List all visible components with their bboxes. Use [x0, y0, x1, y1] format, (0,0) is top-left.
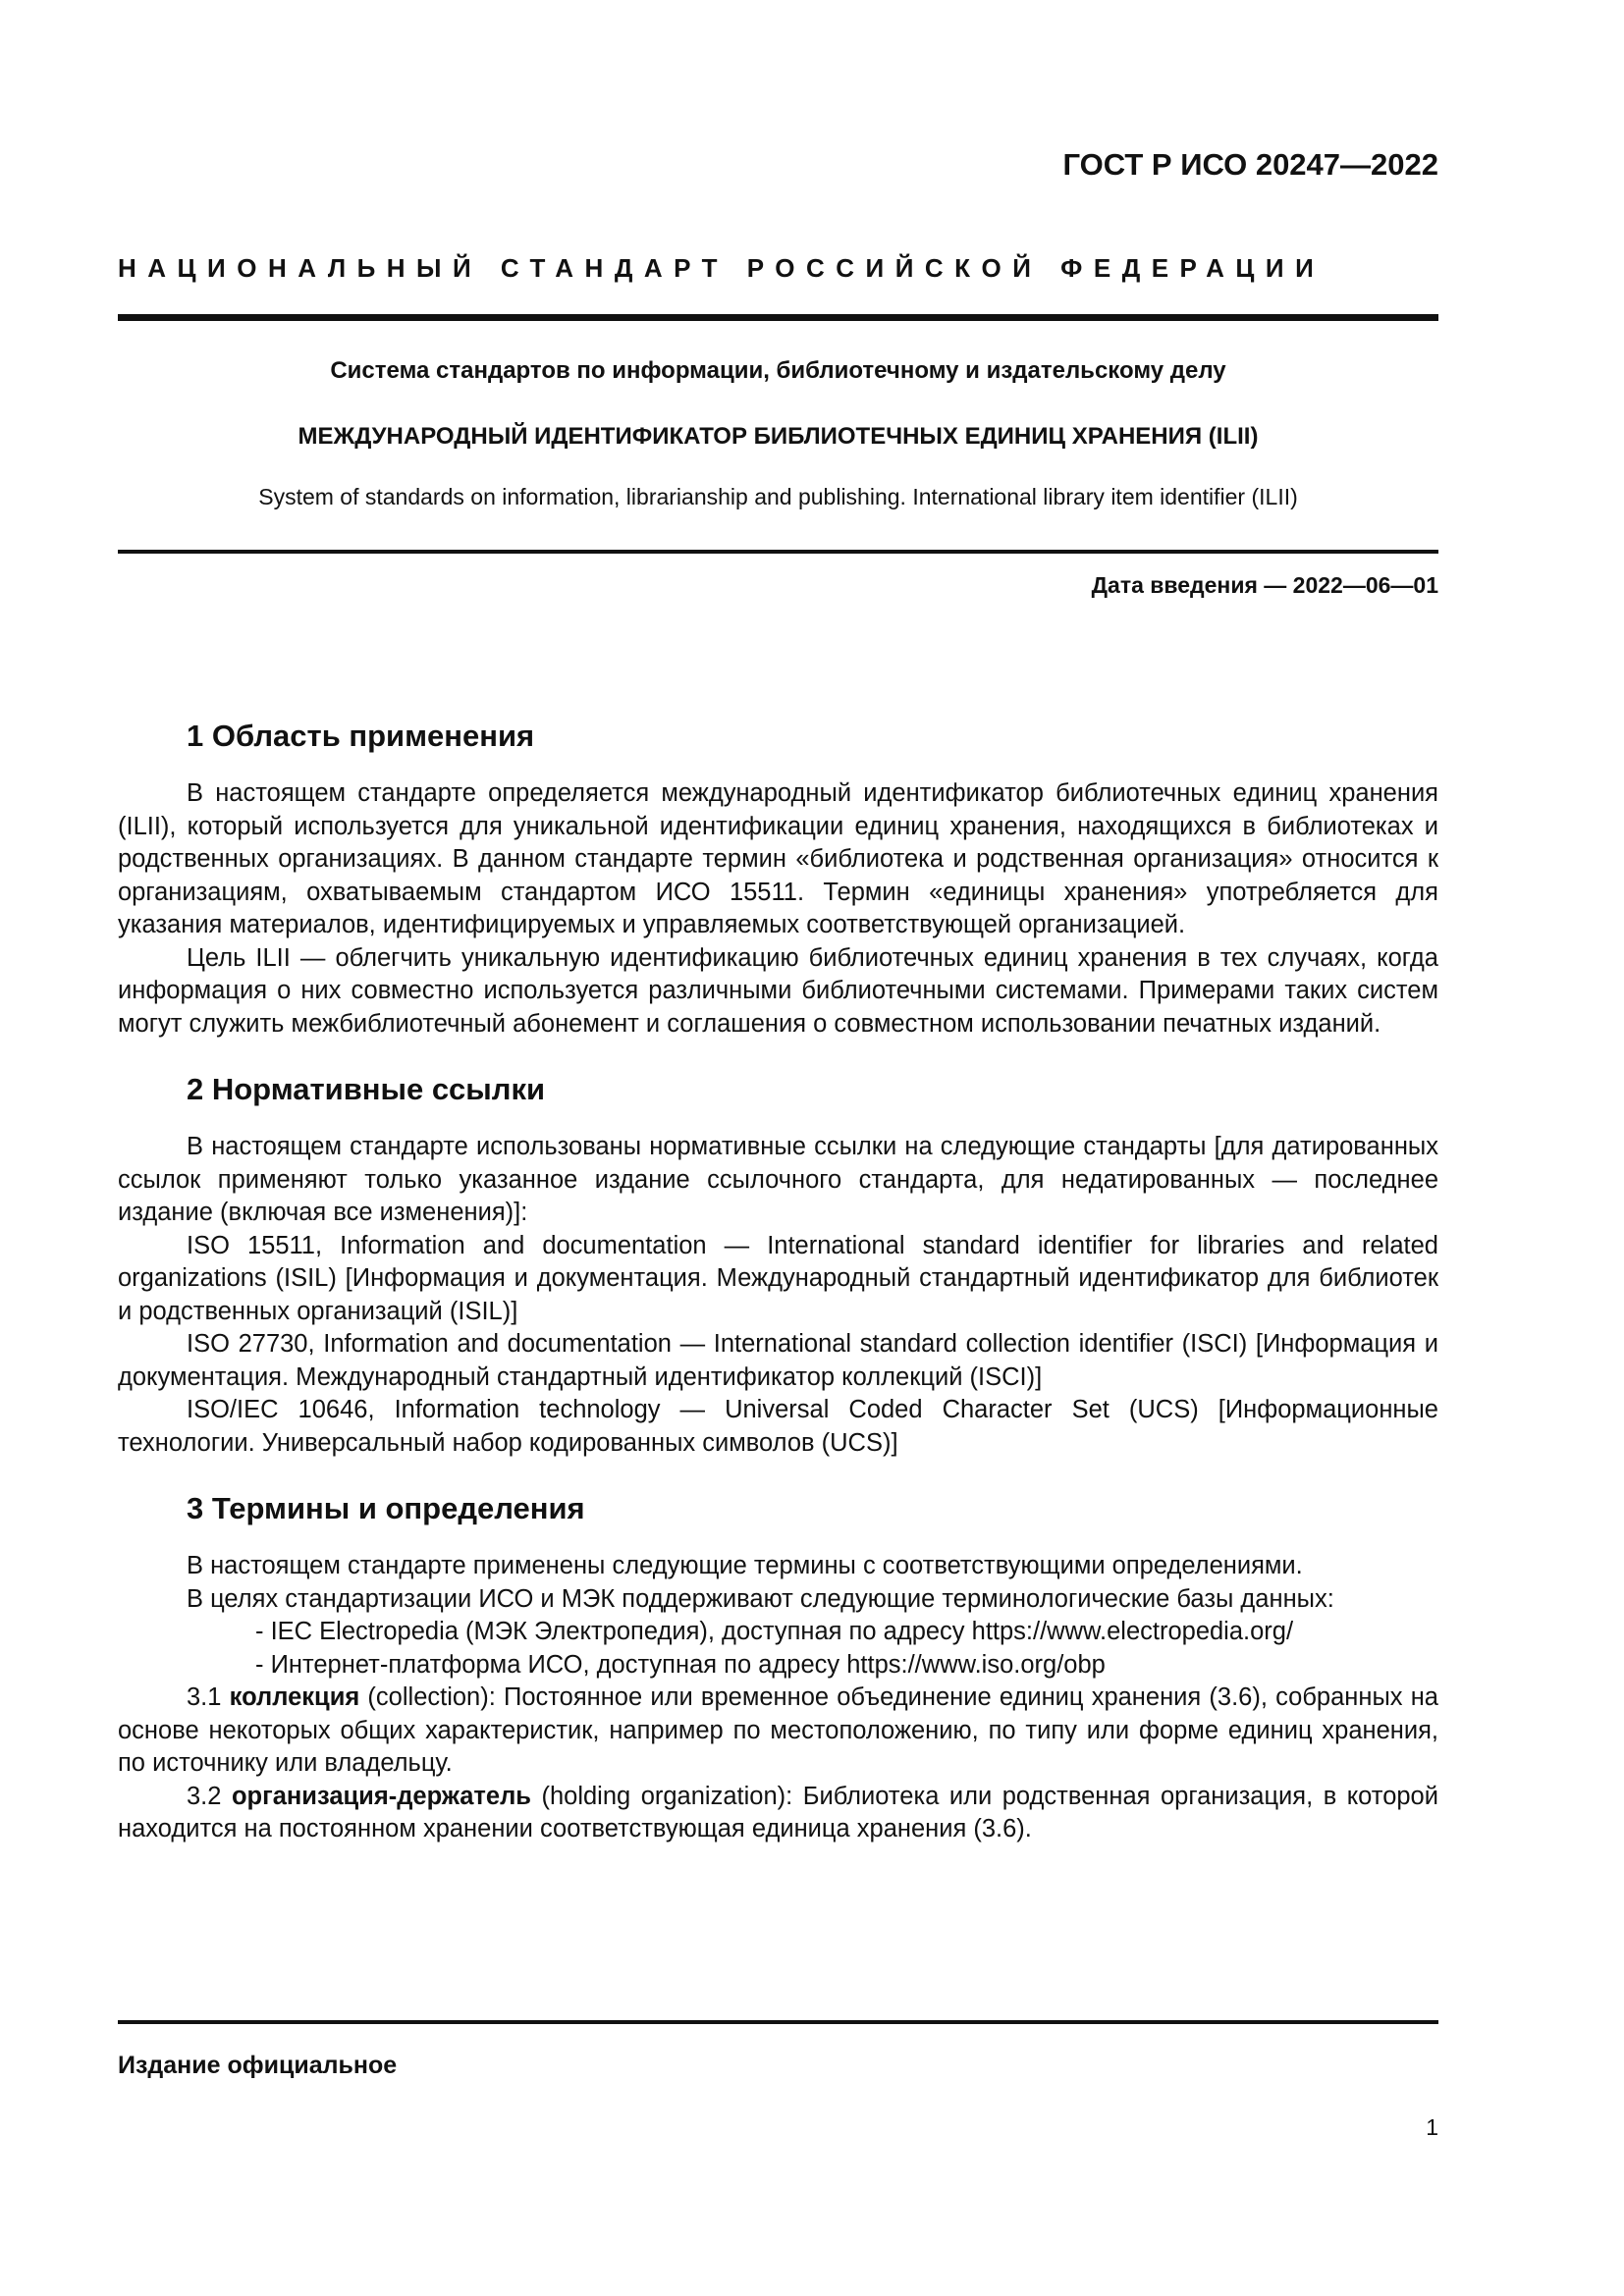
term-text: (collection): Постоянное или временное объединение единиц хранения (3.6), собранных на основе некоторых общих характеристик, например по местоположению, по типу или форме единиц хранения, по источнику или владельцу.	[118, 1683, 1438, 1777]
introduction-date: Дата введения — 2022—06—01	[1091, 572, 1438, 598]
term-definition	[118, 1682, 1438, 1781]
reference-item: ISO 15511, Information and documentation — International standard identifier for libraries and related organizations (ISIL) [Информация и документация. Международный стандартный идентификатор для библиотек и родственных организаций (ISIL)]	[118, 1231, 1438, 1325]
database-item: - IEC Electropedia (МЭК Электропедия), доступная по адресу https://www.electropedia.org/	[255, 1618, 1294, 1645]
term-definition	[118, 1781, 1438, 1846]
standards-series: Система стандартов по информации, библиотечному и издательскому делу	[330, 357, 1226, 384]
document-body	[118, 717, 1438, 1846]
term-name: организация-держатель	[231, 1782, 531, 1810]
paragraph: В настоящем стандарте применены следующие термины с соответствующими определениями.	[187, 1552, 1303, 1579]
page-number: 1	[1426, 2114, 1438, 2140]
term-text: (holding organization): Библиотека или родственная организация, в которой находится на постоянном хранении соответствующая единица хранения (3.6).	[118, 1782, 1438, 1842]
section-heading: 2 Нормативные ссылки	[187, 1072, 546, 1106]
document-title: МЕЖДУНАРОДНЫЙ ИДЕНТИФИКАТОР БИБЛИОТЕЧНЫХ ЕДИНИЦ ХРАНЕНИЯ (ILII)	[298, 423, 1259, 450]
term-number: 3.2	[187, 1782, 232, 1810]
section-heading: 1 Область применения	[187, 719, 535, 753]
official-edition-label: Издание официальное	[118, 2052, 398, 2079]
top-divider	[118, 314, 1438, 321]
reference-item: ISO 27730, Information and documentation — International standard collection identifier (ISCI) [Информация и документация. Международный стандартный идентификатор коллекций (ISCI)]	[118, 1330, 1438, 1391]
reference-item: ISO/IEC 10646, Information technology — Universal Coded Character Set (UCS) [Информационные технологии. Универсальный набор кодированных символов (UCS)]	[118, 1396, 1438, 1457]
section-heading: 3 Термины и определения	[187, 1491, 585, 1525]
footer-divider	[118, 2020, 1438, 2024]
database-item: - Интернет-платформа ИСО, доступная по адресу https://www.iso.org/obp	[255, 1650, 1106, 1679]
term-number: 3.1	[187, 1683, 230, 1711]
national-standard-banner: НАЦИОНАЛЬНЫЙ СТАНДАРТ РОССИЙСКОЙ ФЕДЕРАЦИИ	[118, 253, 1326, 283]
paragraph: В настоящем стандарте использованы нормативные ссылки на следующие стандарты [для датированных ссылок применяют только указанное издание ссылочного стандарта, для недатированных — последнее издание (включая все изменения)]:	[118, 1133, 1438, 1226]
document-title-english: System of standards on information, librarianship and publishing. International library item identifier (ILII)	[258, 484, 1298, 509]
document-code: ГОСТ Р ИСО 20247—2022	[1062, 147, 1438, 182]
term-name: коллекция	[229, 1683, 360, 1711]
paragraph: В целях стандартизации ИСО и МЭК поддерживают следующие терминологические базы данных:	[187, 1584, 1334, 1613]
paragraph: В настоящем стандарте определяется международный идентификатор библиотечных единиц хранения (ILII), который используется для уникальной идентификации единиц хранения, находящихся в библиотеках и родственных организациях. В данном стандарте термин «библиотека и родственная организация» относится к организациям, охватываемым стандартом ИСО 15511. Термин «единицы хранения» употребляется для указания материалов, идентифицируемых и управляемых соответствующей организацией.	[118, 779, 1438, 938]
document-page	[118, 0, 1438, 2296]
paragraph: Цель ILII — облегчить уникальную идентификацию библиотечных единиц хранения в тех случаях, когда информация о них совместно используется различными библиотечными системами. Примерами таких систем могут служить межбиблиотечный абонемент и соглашения о совместном использовании печатных изданий.	[118, 943, 1438, 1038]
title-divider	[118, 550, 1438, 554]
